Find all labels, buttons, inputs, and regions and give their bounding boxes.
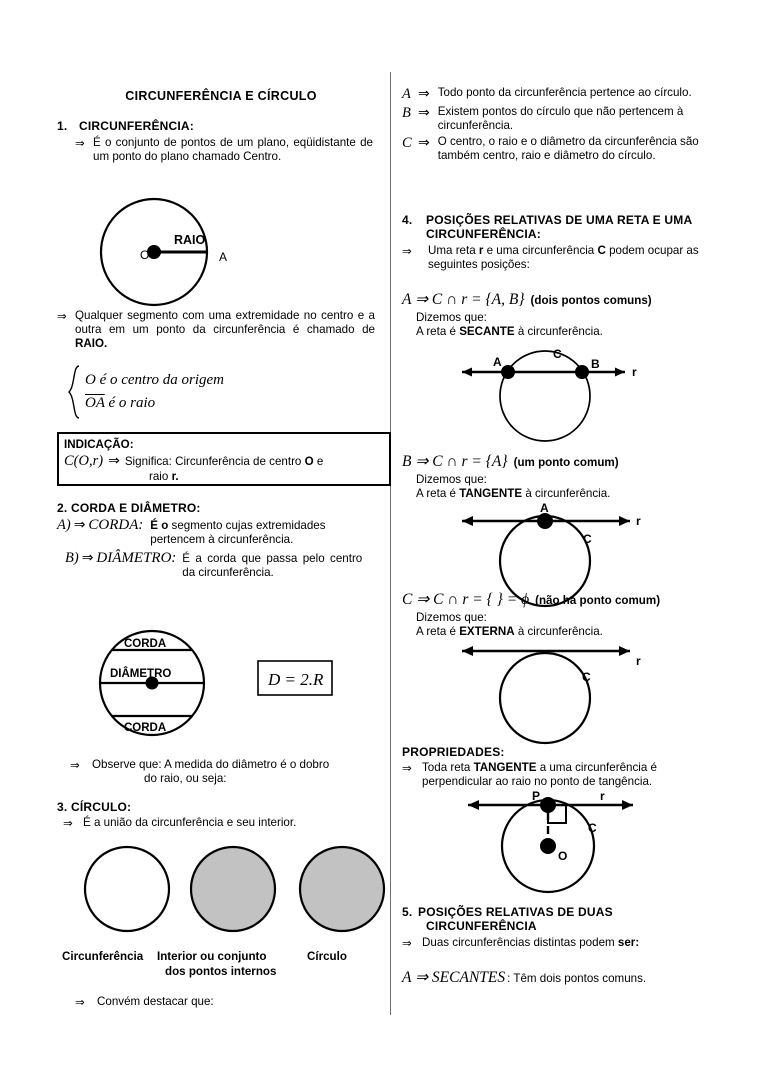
section-4-arrow-icon: ⇒ xyxy=(402,244,412,258)
figure-diametro-label: DIÂMETRO xyxy=(110,668,172,680)
figure-tangency-label-r: r xyxy=(600,789,605,803)
figure-secant-label-c: C xyxy=(553,347,562,361)
brace-line-1: O é o centro da origem xyxy=(85,371,224,388)
caption-interior-line-1: Interior ou conjunto xyxy=(157,950,267,963)
figure-secant-label-r: r xyxy=(632,365,637,379)
figure-radius-center-label: O xyxy=(140,248,150,262)
note-radius-text: Qualquer segmento com uma extremidade no centro e a outra em um ponto da circunferência é chamado de RAIO. xyxy=(75,309,375,351)
column-divider xyxy=(390,72,391,1015)
figure-external xyxy=(440,643,690,748)
section-4-number: 4. xyxy=(402,213,413,227)
indicacao-formula: C(O,r) xyxy=(64,453,104,470)
brace-line-2: $\overline{OA}$ é o raio xyxy=(85,395,156,411)
case-b-formula: B ⇒ C ∩ r = {A} xyxy=(402,453,508,470)
section-2-a-term: CORDA xyxy=(88,517,139,533)
indicacao-text: Significa: Circunferência de centro O e xyxy=(124,455,324,469)
figure-radius-point-label: A xyxy=(219,250,228,264)
section-2-a-colon: : xyxy=(138,517,144,533)
section-5-heading-line-2: CIRCUNFERÊNCIA xyxy=(426,919,537,933)
section-2-a-text: É o segmento cujas extremidades pertencem à circunferência. xyxy=(150,519,326,547)
section-4-heading-line-1: POSIÇÕES RELATIVAS DE UMA RETA E UMA xyxy=(426,213,693,227)
note-diameter-arrow-icon: ⇒ xyxy=(70,758,80,772)
section-5-arrow-icon: ⇒ xyxy=(402,936,412,950)
list-item xyxy=(402,105,740,133)
case-a-line-1: Dizemos que: xyxy=(416,311,487,324)
propriedades-text: Toda reta TANGENTE a uma circunferência é perpendicular ao raio no ponto de tangência. xyxy=(422,761,657,789)
case-b-line-1: Dizemos que: xyxy=(416,473,487,486)
section-2-number: 2. xyxy=(57,501,68,515)
caption-circunferencia: Circunferência xyxy=(62,950,144,963)
figure-diameter-formula: D = 2.R xyxy=(268,670,324,689)
case-c-line-2: A reta é EXTERNA à circunferência. xyxy=(416,625,603,639)
figure-three-circles xyxy=(70,838,390,953)
section-3-number: 3. xyxy=(57,800,68,814)
section-3-heading: CÍRCULO: xyxy=(71,800,132,814)
case-a-formula: A ⇒ C ∩ r = {A, B} xyxy=(402,291,525,308)
item-text: Existem pontos do círculo que não pertencem à circunferência. xyxy=(437,105,684,133)
figure-tangency-label-c: C xyxy=(588,821,597,835)
figure-tangent-label-c: C xyxy=(583,532,592,546)
item-arrow-icon: ⇒ xyxy=(418,105,430,121)
case-c-formula: C ⇒ C ∩ r = { } = ϕ xyxy=(402,591,530,608)
section-2-b-label: B) xyxy=(65,550,79,567)
propriedades-heading: PROPRIEDADES: xyxy=(402,745,505,759)
circle-circunferencia xyxy=(85,847,169,931)
item-letter: A xyxy=(402,86,411,102)
section-1-heading: CIRCUNFERÊNCIA: xyxy=(79,119,194,133)
section-5-intro: Duas circunferências distintas podem ser: xyxy=(422,936,640,949)
section-1-body: É o conjunto de pontos de um plano, eqüidistante de um ponto do plano chamado Centro. xyxy=(93,136,373,164)
caption-circulo: Círculo xyxy=(307,950,347,963)
item-text: Todo ponto da circunferência pertence ao círculo. xyxy=(437,86,692,99)
section-1-number: 1. xyxy=(57,119,68,133)
section-5-heading-line-1: POSIÇÕES RELATIVAS DE DUAS xyxy=(418,905,613,919)
figure-tangent-label-r: r xyxy=(636,514,641,528)
circle-circulo xyxy=(300,847,384,931)
item-letter: B xyxy=(402,105,411,121)
list-item xyxy=(402,86,740,103)
note-radius-arrow-icon: ⇒ xyxy=(57,309,67,323)
figure-corda-bottom-label: CORDA xyxy=(124,722,167,734)
figure-tangency-label-o: O xyxy=(558,849,568,863)
list-item xyxy=(402,135,740,163)
page-title: CIRCUNFERÊNCIA E CÍRCULO xyxy=(125,89,317,103)
item-text: O centro, o raio e o diâmetro da circunferência são também centro, raio e diâmetro do círculo. xyxy=(437,135,699,163)
section-5-item-a-math: A ⇒ SECANTES xyxy=(402,969,506,987)
section-2-heading: CORDA E DIÂMETRO: xyxy=(71,501,201,515)
section-3-arrow-icon: ⇒ xyxy=(63,816,73,830)
figure-radius-radius-label: RAIO xyxy=(174,233,206,247)
section-2-b-arrow-icon: ⇒ xyxy=(81,550,94,567)
figure-secant xyxy=(440,348,690,448)
figure-secant-label-b: B xyxy=(591,357,600,371)
section-3-closing-arrow-icon: ⇒ xyxy=(75,995,85,1009)
propriedades-arrow-icon: ⇒ xyxy=(402,761,412,775)
note-diameter-line-1: Observe que: A medida do diâmetro é o dobro xyxy=(92,758,330,771)
indicacao-arrow-icon: ⇒ xyxy=(108,453,120,470)
section-5-number: 5. xyxy=(402,905,413,919)
indicacao-heading: INDICAÇÃO: xyxy=(64,438,134,451)
case-c-tail: (não há ponto comum) xyxy=(535,594,661,607)
item-letter: C xyxy=(402,135,412,152)
section-2-b-text: É a corda que passa pelo centro da circunferência. xyxy=(182,552,363,580)
figure-tangency-label-p: P xyxy=(532,789,541,803)
indicacao-box xyxy=(57,432,391,486)
circle-interior xyxy=(191,847,275,931)
brace-system xyxy=(66,364,224,420)
figure-corda-top-label: CORDA xyxy=(124,638,167,650)
figure-radius xyxy=(82,196,282,308)
section-2-b-term: DIÂMETRO xyxy=(96,550,172,567)
indicacao-line2: raio r. xyxy=(149,470,179,484)
section-4-heading-line-2: CIRCUNFERÊNCIA: xyxy=(426,227,541,241)
section-3-body: É a união da circunferência e seu interior. xyxy=(83,816,297,829)
section-2-b-colon: : xyxy=(171,550,177,567)
figure-tangency-perpendicular xyxy=(448,790,698,900)
section-2-a-arrow-icon: ⇒ xyxy=(73,517,86,533)
case-c-line-1: Dizemos que: xyxy=(416,611,487,624)
section-2-a-label: A) xyxy=(57,517,71,533)
case-a-tail: (dois pontos comuns) xyxy=(530,294,652,307)
figure-external-label-c: C xyxy=(582,670,591,684)
section-4-intro: Uma reta r e uma circunferência C podem ocupar as seguintes posições: xyxy=(428,244,699,272)
case-b-tail: (um ponto comum) xyxy=(513,456,619,469)
figure-tangent-label-a: A xyxy=(540,501,549,515)
caption-interior-line-2: dos pontos internos xyxy=(165,965,277,978)
item-arrow-icon: ⇒ xyxy=(418,135,430,152)
left-brace-icon xyxy=(66,364,82,420)
case-b-line-2: A reta é TANGENTE à circunferência. xyxy=(416,487,611,501)
figure-secant-label-a: A xyxy=(493,355,502,369)
figure-external-label-r: r xyxy=(636,654,641,668)
bullet-arrow-icon: ⇒ xyxy=(75,136,85,150)
item-arrow-icon: ⇒ xyxy=(418,86,430,102)
case-a-line-2: A reta é SECANTE à circunferência. xyxy=(416,325,603,339)
section-5-item-a-text: : Têm dois pontos comuns. xyxy=(507,972,647,986)
figure-chord-diameter xyxy=(86,628,406,738)
section-3-closing-text: Convém destacar que: xyxy=(97,995,214,1008)
note-diameter-line-2: do raio, ou seja: xyxy=(144,772,227,786)
